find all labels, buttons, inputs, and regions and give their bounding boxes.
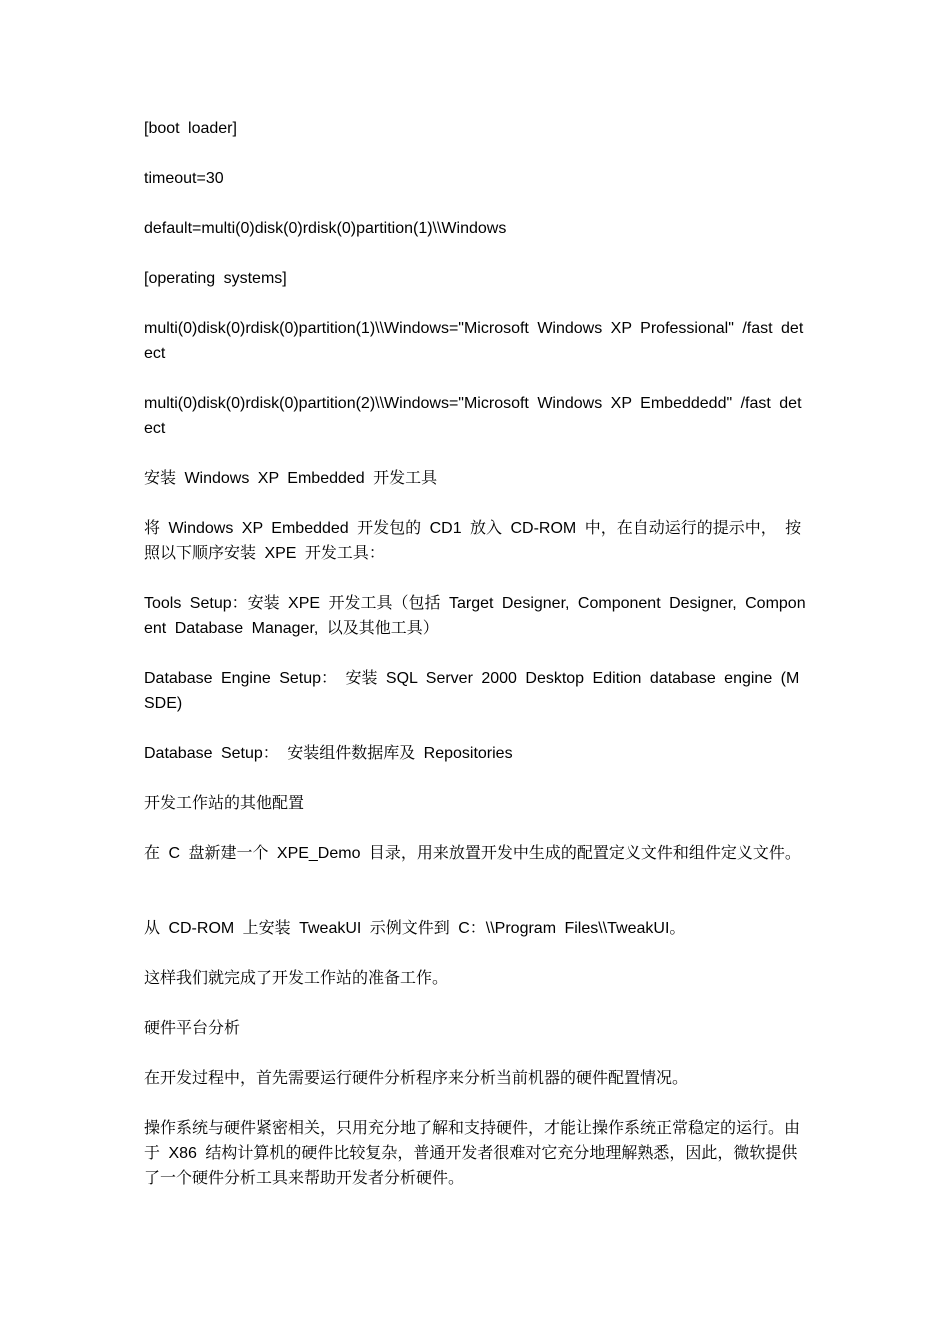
paragraph-operating-systems-header: [operating systems] — [144, 270, 287, 287]
paragraph-run-hardware-analyzer: 在开发过程中，首先需要运行硬件分析程序来分析当前机器的硬件配置情况。 — [144, 1070, 689, 1087]
paragraph-install-instructions: 将 Windows XP Embedded 开发包的 CD1 放入 CD-ROM 中，在自动运行的提示中， 按照以下顺序安装 XPE 开发工具： — [144, 520, 802, 562]
document-body — [144, 116, 808, 1216]
paragraph-create-demo-folder: 在 C 盘新建一个 XPE_Demo 目录，用来放置开发中生成的配置定义文件和组件定义文件。 — [144, 845, 801, 862]
paragraph-timeout: timeout=30 — [144, 170, 224, 187]
paragraph-default-entry: default=multi(0)disk(0)rdisk(0)partition(1)\\Windows — [144, 220, 507, 237]
paragraph-database-setup: Database Setup： 安装组件数据库及 Repositories — [144, 745, 513, 762]
paragraph-workstation-ready: 这样我们就完成了开发工作站的准备工作。 — [144, 970, 449, 987]
paragraph-section-workstation-config: 开发工作站的其他配置 — [144, 795, 305, 812]
paragraph-install-tweakui: 从 CD-ROM 上安装 TweakUI 示例文件到 C：\\Program Files\\TweakUI。 — [144, 920, 686, 937]
paragraph-section-hardware-analysis: 硬件平台分析 — [144, 1020, 241, 1037]
paragraph-boot-loader-header: [boot loader] — [144, 120, 237, 137]
paragraph-hardware-explanation: 操作系统与硬件紧密相关，只用充分地了解和支持硬件，才能让操作系统正常稳定的运行。由于 X86 结构计算机的硬件比较复杂，普通开发者很难对它充分地理解熟悉，因此，微软提供了一个硬件分析工具来帮助开发者分析硬件。 — [144, 1120, 801, 1187]
paragraph-section-install-tools: 安装 Windows XP Embedded 开发工具 — [144, 470, 438, 487]
paragraph-os-entry-professional: multi(0)disk(0)rdisk(0)partition(1)\\Windows="Microsoft Windows XP Professional" /fast detect — [144, 320, 804, 362]
paragraph-database-engine-setup: Database Engine Setup： 安装 SQL Server 2000 Desktop Edition database engine (MSDE) — [144, 670, 800, 712]
paragraph-os-entry-embedded: multi(0)disk(0)rdisk(0)partition(2)\\Windows="Microsoft Windows XP Embeddedd" /fast detect — [144, 395, 802, 437]
paragraph-tools-setup: Tools Setup：安装 XPE 开发工具（包括 Target Designer, Component Designer, Component Database Manager, 以及其他工具） — [144, 595, 806, 637]
